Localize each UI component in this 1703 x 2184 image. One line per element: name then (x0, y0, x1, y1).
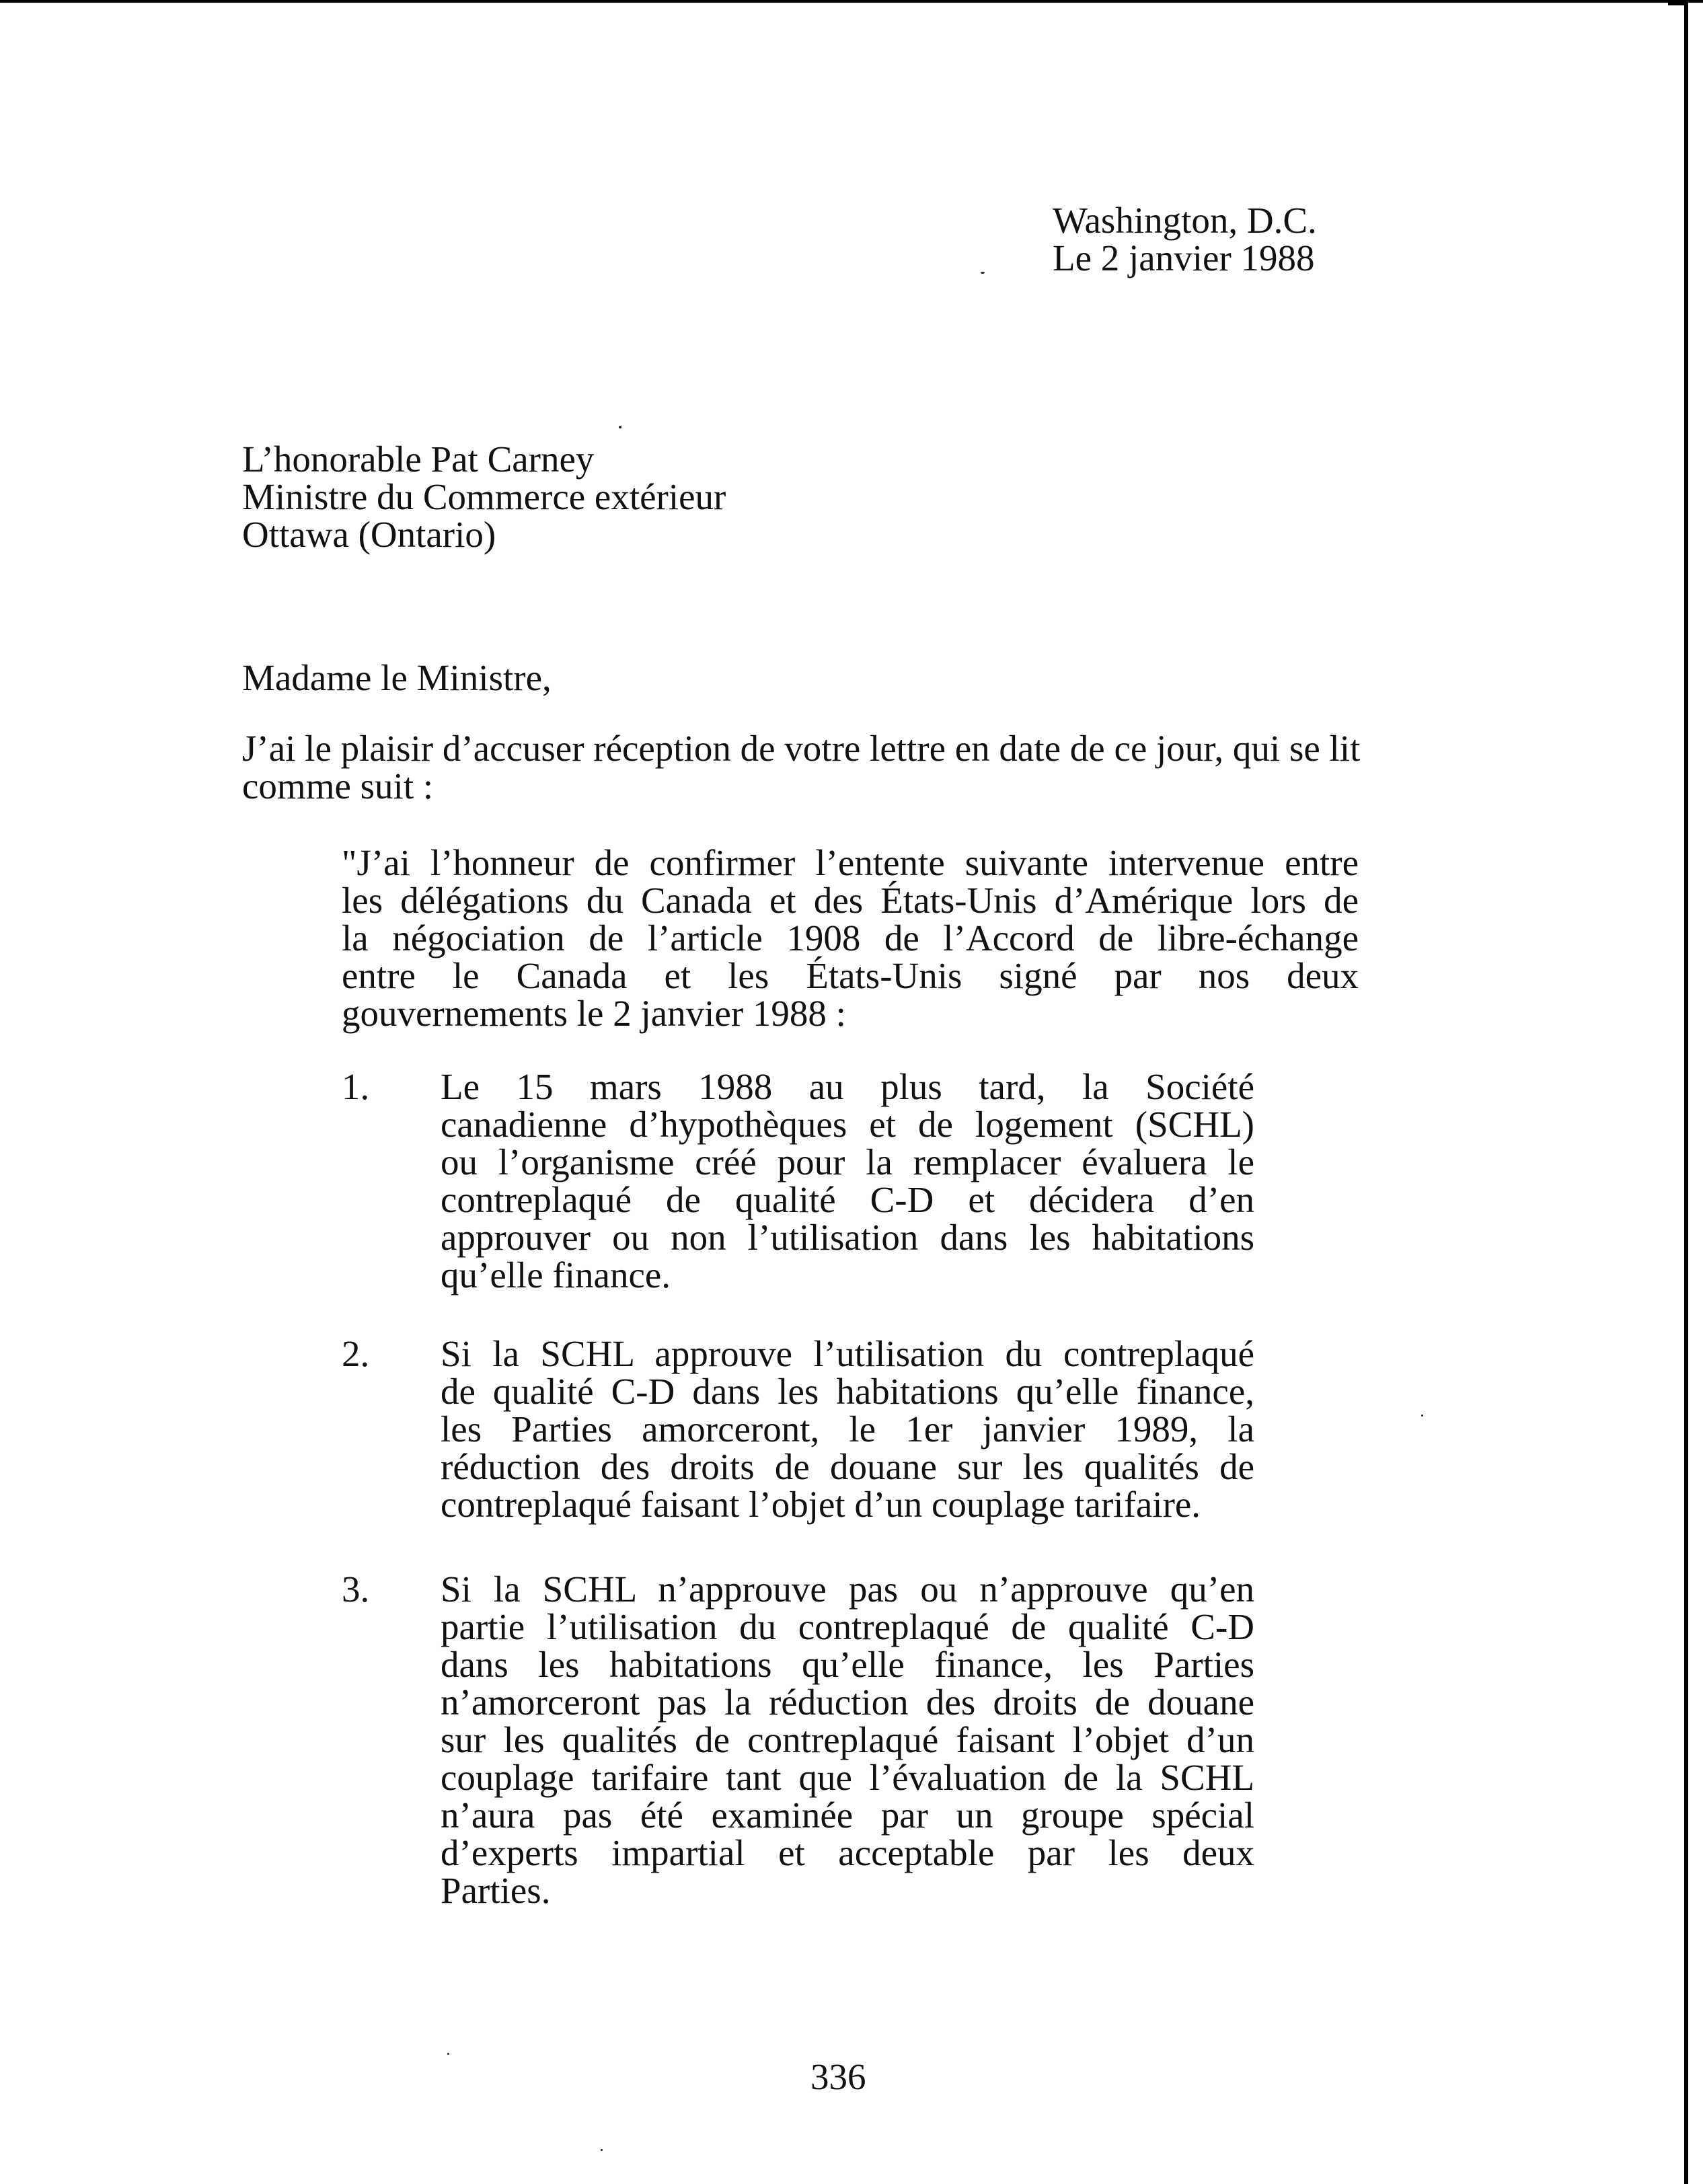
scan-speck (981, 272, 985, 274)
item-line: contreplaqué de qualité C-D et décidera d’en (441, 1179, 1254, 1220)
scan-border-corner (1668, 0, 1688, 5)
letter-date: Le 2 janvier 1988 (1053, 237, 1315, 278)
item-line: n’amorceront pas la réduction des droits de douane (441, 1682, 1254, 1723)
item-line: les Parties amorceront, le 1er janvier 1989, la (441, 1408, 1254, 1449)
item-text (441, 1335, 1254, 1523)
item-line: sur les qualités de contreplaqué faisant l’objet d’un (441, 1719, 1254, 1760)
addressee-location: Ottawa (Ontario) (242, 514, 496, 555)
item-text (441, 1068, 1254, 1294)
item-number: 3. (342, 1569, 370, 1610)
item-line: réduction des droits de douane sur les qualités de (441, 1446, 1254, 1487)
quote-line: la négociation de l’article 1908 de l’Accord de libre-échange (342, 917, 1359, 958)
page-number: 336 (810, 2056, 866, 2097)
item-line: approuver ou non l’utilisation dans les habitations (441, 1217, 1254, 1258)
item-line: Si la SCHL n’approuve pas ou n’approuve qu’en (441, 1569, 1254, 1610)
item-line: contreplaqué faisant l’objet d’un couplage tarifaire. (441, 1484, 1201, 1525)
addressee-name: L’honorable Pat Carney (242, 439, 595, 480)
scan-speck (447, 2053, 449, 2055)
quote-line: "J’ai l’honneur de confirmer l’entente suivante intervenue entre (342, 842, 1359, 883)
addressee-title: Ministre du Commerce extérieur (242, 476, 726, 517)
scan-speck (619, 426, 621, 428)
item-text (441, 1571, 1254, 1910)
item-line: Le 15 mars 1988 au plus tard, la Société (441, 1066, 1254, 1107)
item-line: dans les habitations qu’elle finance, les Parties (441, 1644, 1254, 1685)
intro-line: J’ai le plaisir d’accuser réception de votre lettre en date de ce jour, qui se lit (242, 728, 1361, 769)
item-line: couplage tarifaire tant que l’évaluation de la SCHL (441, 1757, 1254, 1798)
quoted-paragraph (342, 844, 1359, 1032)
item-line: Si la SCHL approuve l’utilisation du contreplaqué (441, 1333, 1254, 1374)
item-line: qu’elle finance. (441, 1254, 671, 1295)
quote-line: les délégations du Canada et des États-Unis d’Amérique lors de (342, 880, 1359, 921)
item-line: partie l’utilisation du contreplaqué de qualité C-D (441, 1606, 1254, 1647)
letter-place: Washington, D.C. (1053, 200, 1317, 241)
salutation: Madame le Ministre, (242, 657, 552, 698)
scan-border-right (1684, 0, 1688, 2184)
item-number: 1. (342, 1066, 370, 1107)
intro-line: comme suit : (242, 765, 434, 806)
date-block (1053, 202, 1317, 277)
addressee-block (242, 441, 726, 554)
item-line: ou l’organisme créé pour la remplacer évaluera le (441, 1141, 1254, 1182)
quote-line: gouvernements le 2 janvier 1988 : (342, 993, 846, 1034)
scan-speck (1421, 1415, 1423, 1417)
scan-border-top (0, 0, 1703, 3)
item-line: d’experts impartial et acceptable par les deux (441, 1832, 1254, 1873)
item-line: n’aura pas été examinée par un groupe spécial (441, 1795, 1254, 1836)
item-line: Parties. (441, 1870, 551, 1911)
item-number: 2. (342, 1333, 370, 1374)
scan-speck (601, 2149, 603, 2151)
item-line: canadienne d’hypothèques et de logement (SCHL) (441, 1104, 1254, 1145)
quote-line: entre le Canada et les États-Unis signé par nos deux (342, 955, 1359, 996)
intro-paragraph (242, 730, 1473, 805)
item-line: de qualité C-D dans les habitations qu’elle finance, (441, 1371, 1254, 1412)
